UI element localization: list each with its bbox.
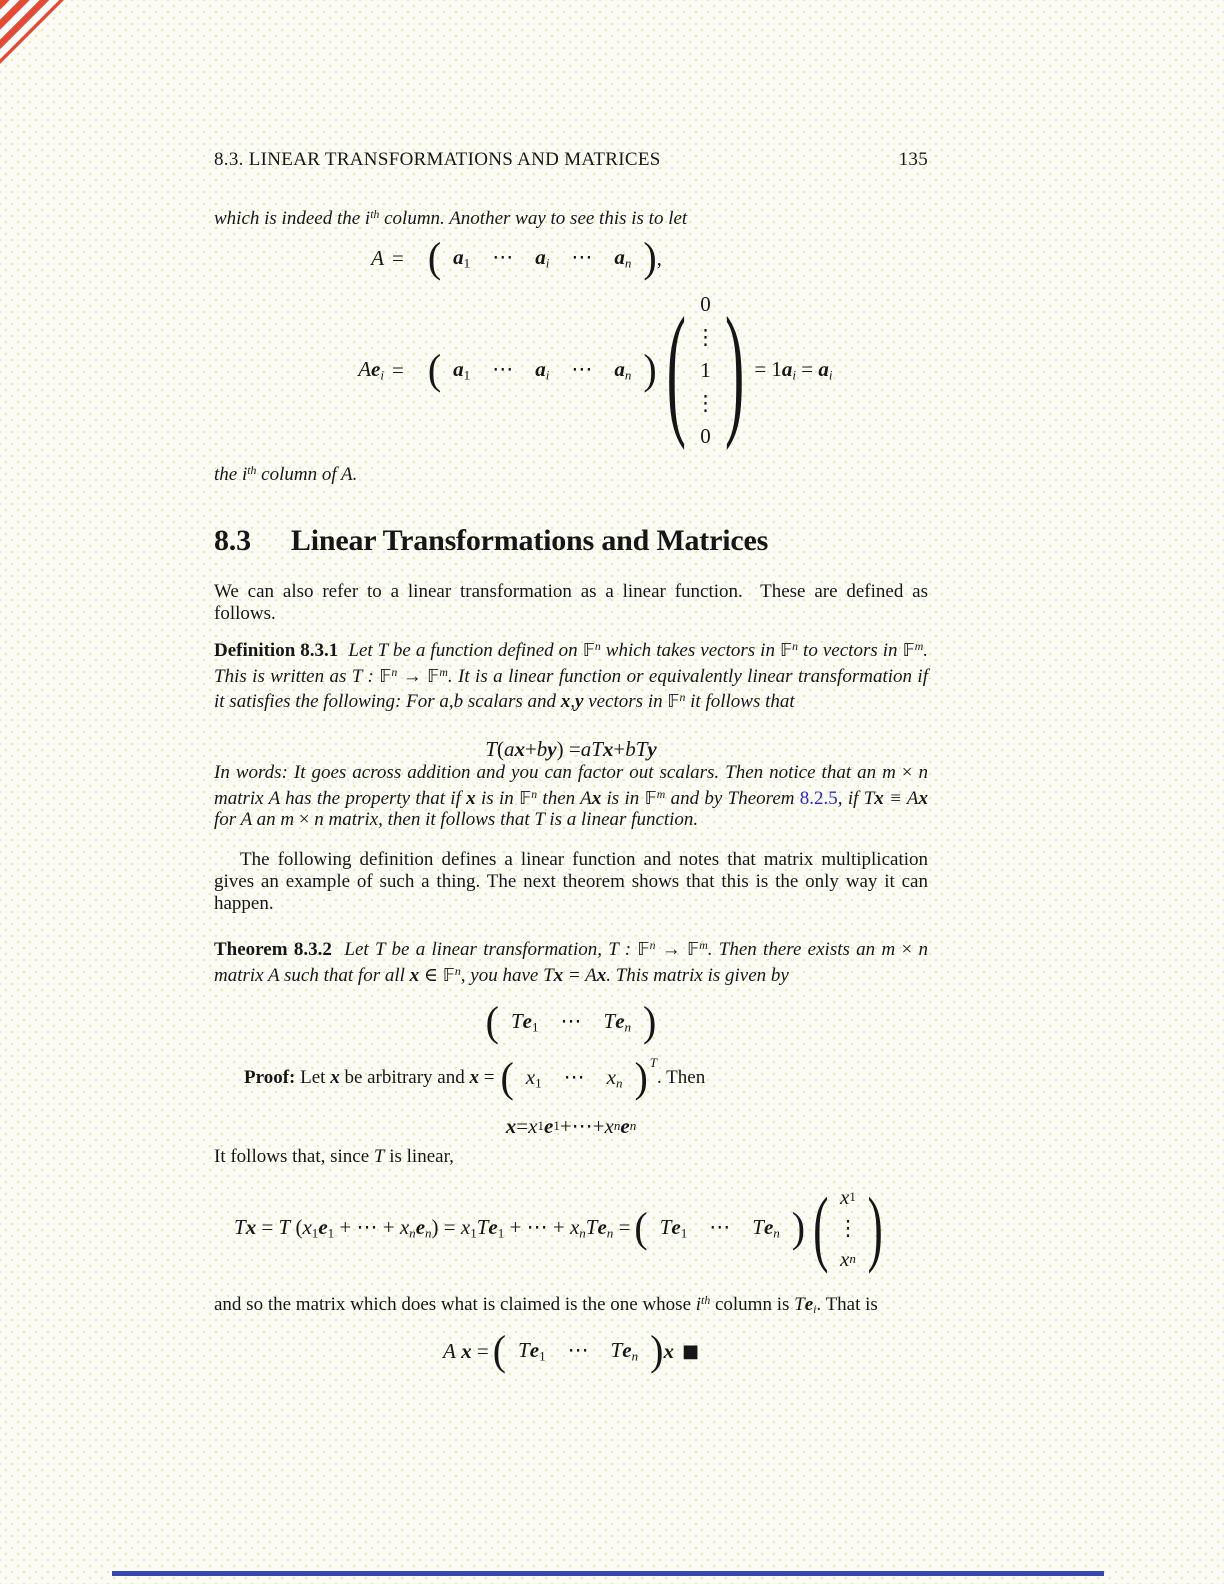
text-segment: T	[752, 1214, 764, 1239]
text-segment: . This is written as T :	[214, 639, 928, 687]
text-segment: x	[514, 736, 525, 761]
text-segment: 1	[680, 1225, 688, 1241]
paragraph-we-can-also	[214, 581, 928, 625]
text-segment: e	[597, 1214, 607, 1239]
text-segment: which is indeed the	[214, 207, 365, 229]
text-segment: n	[624, 255, 632, 271]
theorem-8-3-2	[214, 935, 928, 986]
text-segment: a	[535, 244, 546, 269]
matrix-cell	[840, 1182, 856, 1213]
right-paren: )	[643, 345, 657, 394]
definition-8-3-1	[214, 636, 928, 713]
section-heading	[214, 524, 928, 558]
text-segment: →	[397, 665, 428, 687]
text-segment: for A an m	[214, 809, 299, 831]
text-segment: th	[701, 1294, 711, 1307]
text-segment: n matrix A has the property that if	[214, 762, 929, 809]
text-segment: e	[318, 1214, 328, 1239]
left-paren: (	[634, 1203, 648, 1252]
text-segment: 𝔽	[582, 639, 595, 661]
text-segment: ⋯	[571, 356, 593, 381]
text-segment: x	[596, 964, 607, 986]
text-segment: +	[524, 736, 537, 761]
text-segment: 𝔽	[644, 787, 657, 809]
text-segment: T	[635, 736, 648, 761]
text-segment: n	[792, 640, 799, 653]
text-segment: =	[478, 1067, 495, 1088]
text-segment: a	[781, 356, 793, 381]
text-segment: 1	[470, 1225, 477, 1241]
text-segment: x	[553, 964, 564, 986]
text-segment: T	[278, 1214, 291, 1239]
text-segment: T	[373, 1146, 385, 1167]
text-segment: 𝔽	[687, 938, 700, 960]
left-paren: (	[485, 997, 499, 1046]
text-segment: n	[579, 1225, 586, 1241]
text-segment: =	[516, 1113, 529, 1138]
text-segment: y	[575, 691, 584, 713]
text-segment: n	[391, 665, 398, 679]
text-segment: ⋮	[694, 391, 716, 415]
text-segment: , if T	[837, 787, 875, 809]
matrix-cell	[695, 387, 716, 420]
text-segment: column. Another way to see this is to let	[379, 207, 688, 229]
text-segment: +	[547, 1214, 570, 1239]
text-segment: n	[454, 964, 461, 978]
text-segment: . Then	[657, 1067, 706, 1088]
text-segment: ×	[901, 762, 913, 783]
text-segment: . This matrix is given by	[606, 964, 789, 986]
text-segment: 𝔽	[379, 665, 392, 687]
right-paren: )	[791, 1203, 806, 1252]
text-segment: In words: It goes across addition and you can factor out scalars. Then notice that an m	[214, 762, 902, 783]
equation-x-sum	[214, 1113, 928, 1139]
text-segment: n	[649, 939, 656, 952]
equation-aei	[214, 285, 928, 452]
text-segment: Theorem 8.3.2	[214, 938, 332, 960]
text-segment: m	[439, 665, 448, 679]
text-segment: T	[591, 736, 603, 761]
text-segment: x	[245, 1214, 257, 1239]
matrix-cell	[837, 1213, 858, 1244]
left-paren: (	[492, 1326, 507, 1375]
text-segment: . That is	[816, 1293, 878, 1315]
text-segment: m	[914, 640, 924, 653]
text-segment: 𝔽	[779, 639, 793, 661]
text-segment: y	[647, 736, 657, 761]
text-segment: the	[214, 463, 242, 485]
trailing-comma: ,	[656, 245, 662, 270]
right-paren: )	[724, 285, 745, 452]
text-segment: Let	[295, 1067, 331, 1088]
text-segment: +	[592, 1113, 605, 1138]
text-segment: x	[602, 736, 614, 761]
text-segment: i	[695, 1293, 702, 1315]
text-segment: Let T be a linear transformation, T :	[331, 938, 638, 960]
text-segment: 1	[327, 1225, 335, 1241]
text-segment: n	[773, 1225, 780, 1241]
text-segment: ×	[901, 938, 913, 960]
matrix-cell	[700, 420, 711, 453]
text-segment: ) =	[556, 736, 581, 761]
text-segment: n	[594, 640, 601, 653]
equation-lead	[234, 1215, 630, 1242]
text-segment: ⋯	[526, 1214, 548, 1239]
text-segment: to vectors in	[798, 639, 903, 661]
left-paren: (	[427, 233, 442, 282]
equals-sign: =	[392, 357, 404, 382]
text-segment: ⋯	[709, 1214, 731, 1239]
equation-te-row	[214, 998, 928, 1046]
matrix-entries	[441, 245, 643, 272]
text-segment: ⋯	[492, 356, 514, 381]
text-segment: x	[505, 1113, 517, 1138]
text-segment: is linear,	[384, 1146, 454, 1167]
equation-lhs	[338, 357, 384, 384]
text-segment: e	[622, 1337, 632, 1362]
text-segment: n	[613, 1118, 621, 1133]
text-segment: T	[510, 1008, 523, 1033]
equation-tail	[663, 1339, 674, 1364]
text-segment: i	[828, 367, 833, 383]
text-segment: T	[518, 1337, 530, 1362]
text-segment: x	[606, 1064, 616, 1089]
running-header-text: 8.3. LINEAR TRANSFORMATIONS AND MATRICES	[214, 149, 661, 170]
left-paren: (	[813, 1179, 829, 1275]
text-segment: x	[569, 1214, 580, 1239]
text-segment: The following definition defines a linear function and notes that matrix multiplication gives an example of such a thing. The next theorem shows that this is the only way it can happen.	[214, 849, 928, 914]
text-segment: x	[460, 1214, 471, 1239]
text-segment: i	[545, 255, 550, 271]
text-segment: ) =	[431, 1214, 461, 1239]
text-segment: m	[656, 787, 666, 801]
text-segment: i	[380, 367, 384, 383]
page-number: 135	[898, 149, 928, 170]
left-paren: (	[666, 285, 686, 452]
text-segment: T	[476, 1214, 489, 1239]
paragraph-it-follows	[214, 1146, 928, 1168]
proof-paragraph	[214, 1052, 928, 1104]
left-paren: (	[427, 345, 442, 394]
text-segment: e	[522, 1008, 532, 1033]
text-segment: x	[399, 1214, 410, 1239]
text-segment: e	[488, 1214, 498, 1239]
proof-tail-text	[657, 1067, 705, 1089]
text-segment: is in	[601, 787, 645, 809]
text-segment: 𝔽	[427, 665, 440, 687]
row-matrix	[500, 1053, 648, 1102]
text-segment: 1	[537, 1118, 544, 1133]
column-entries	[828, 1182, 867, 1275]
text-segment: x	[466, 787, 476, 809]
page-header	[214, 149, 928, 171]
text-segment: a	[535, 356, 546, 381]
right-paren: )	[867, 1179, 883, 1275]
text-segment: +	[504, 1214, 527, 1239]
text-segment: i	[364, 207, 371, 229]
text-segment: n	[531, 787, 538, 801]
right-paren: )	[643, 233, 657, 282]
text-segment: =	[256, 1214, 279, 1239]
text-segment: n matrix, then it follows that T is a linear function.	[309, 809, 699, 831]
bottom-rule	[112, 1571, 1104, 1576]
text-segment: be arbitrary and	[339, 1067, 470, 1088]
row-matrix	[492, 1326, 664, 1375]
text-segment: x	[525, 1064, 536, 1089]
text-segment: e	[671, 1214, 681, 1239]
matrix-entries	[506, 1338, 650, 1365]
text-segment: ×	[298, 809, 310, 831]
text-segment: i	[545, 367, 550, 383]
text-segment: Let T be a function defined on	[338, 639, 583, 661]
text-segment: 1	[539, 1348, 546, 1364]
text-segment: ⋯	[571, 1114, 593, 1138]
text-segment: n	[409, 1225, 416, 1241]
intro-paragraph	[214, 204, 928, 230]
matrix-cell	[695, 321, 716, 354]
text-segment: e	[615, 1008, 625, 1033]
text-segment: a	[614, 356, 625, 381]
text-segment: e	[804, 1293, 814, 1315]
text-segment: x	[604, 1113, 614, 1138]
equation-lhs	[338, 246, 384, 271]
text-segment: , you have T	[460, 964, 554, 986]
text-segment: x	[409, 964, 420, 986]
text-segment: +	[559, 1113, 572, 1138]
text-segment: th	[247, 464, 257, 477]
section-title: Linear Transformations and Matrices	[290, 524, 769, 557]
matrix-cell	[700, 288, 711, 321]
text-segment: which takes vectors in	[600, 639, 780, 661]
text-segment: x	[469, 1067, 479, 1088]
text-segment: (	[290, 1214, 303, 1239]
column-of-a-note	[214, 460, 928, 486]
text-segment: 1	[700, 357, 711, 382]
theorem-ref-link[interactable]: 8.2.5	[799, 787, 838, 809]
text-segment: . Then there exists an m	[707, 938, 902, 960]
text-segment: n	[606, 1225, 614, 1241]
text-segment: n	[679, 691, 686, 705]
text-segment: m	[699, 939, 708, 952]
matrix-entries	[441, 357, 643, 384]
text-segment: =	[613, 1214, 631, 1239]
text-segment: ⋯	[567, 1337, 589, 1362]
text-segment: a	[614, 244, 625, 269]
text-segment: x	[330, 1067, 340, 1088]
equation-a-definition	[214, 233, 928, 286]
equation-rhs	[754, 357, 832, 384]
right-paren: )	[634, 1053, 648, 1102]
proof-lead-text	[244, 1067, 494, 1089]
text-segment: x	[840, 1246, 850, 1271]
text-segment: T	[585, 1214, 598, 1239]
text-segment: A	[358, 356, 372, 381]
text-segment: 𝔽	[667, 691, 680, 713]
text-segment: a	[580, 736, 592, 761]
transpose-superscript: T	[649, 1055, 658, 1070]
text-segment: column is	[710, 1293, 795, 1315]
text-segment: vectors in	[583, 691, 668, 713]
text-segment: = 1	[754, 356, 782, 381]
text-segment: 𝔽	[442, 964, 455, 986]
text-segment: T	[794, 1293, 805, 1315]
text-segment: e	[371, 356, 381, 381]
text-segment: e	[763, 1214, 774, 1239]
text-segment: (	[496, 736, 504, 761]
matrix-cell	[840, 1244, 856, 1275]
row-matrix	[427, 233, 657, 282]
text-segment: 𝔽	[519, 787, 532, 809]
text-segment: e	[529, 1337, 540, 1362]
text-segment: =	[471, 1338, 489, 1363]
text-segment: x	[591, 787, 602, 809]
column-vector	[813, 1179, 883, 1275]
text-segment: n	[849, 1251, 856, 1266]
paragraph-and-so	[214, 1290, 928, 1321]
row-matrix	[634, 1203, 806, 1252]
text-segment: ⋯	[563, 1064, 585, 1089]
text-segment: n	[624, 367, 632, 383]
text-segment: +	[377, 1214, 400, 1239]
text-segment: T	[659, 1214, 672, 1239]
text-segment: n	[425, 1225, 432, 1241]
column-entries	[686, 288, 725, 453]
corner-stripes-decoration	[0, 0, 64, 64]
text-segment: n	[624, 1019, 632, 1035]
section-number: 8.3	[214, 524, 251, 557]
text-segment: x	[918, 787, 929, 809]
text-segment: 1	[535, 1075, 542, 1091]
text-segment: A	[371, 245, 384, 270]
text-segment: 1	[531, 1019, 539, 1035]
text-segment: = A	[563, 964, 597, 986]
text-segment: x	[461, 1338, 472, 1363]
text-segment: It follows that, since	[214, 1146, 374, 1167]
text-segment: i	[792, 367, 797, 383]
text-segment: +	[334, 1214, 357, 1239]
left-paren: (	[500, 1053, 514, 1102]
matrix-cell	[700, 354, 711, 387]
text-segment: =	[796, 356, 819, 381]
text-segment: a	[503, 736, 515, 761]
text-segment: it follows that	[685, 691, 795, 713]
text-segment: ⋮	[694, 325, 716, 349]
text-segment: x	[560, 691, 571, 713]
text-segment: ⋯	[571, 244, 593, 269]
text-segment: x	[302, 1214, 312, 1239]
text-segment: T	[234, 1214, 246, 1239]
text-segment: b	[625, 736, 636, 761]
text-segment: T	[485, 736, 497, 761]
text-segment: x	[840, 1184, 850, 1209]
text-segment: e	[620, 1113, 630, 1138]
text-segment: is in	[475, 787, 520, 809]
text-segment: 1	[849, 1189, 856, 1204]
text-segment: . It is a linear function or equivalently linear transformation if it satisfies the following: For a,b scalars and	[214, 665, 928, 713]
matrix-entries	[499, 1009, 643, 1036]
text-segment: x	[874, 787, 884, 809]
text-segment: b	[536, 736, 548, 761]
text-segment: 0	[700, 291, 711, 316]
text-segment: 0	[700, 423, 711, 448]
text-segment: n matrix A such that for all	[214, 938, 928, 986]
text-segment: y	[547, 736, 557, 761]
text-segment: x	[663, 1338, 674, 1363]
equals-sign: =	[392, 245, 404, 270]
text-segment: a	[453, 356, 464, 381]
text-segment: 1	[553, 1118, 560, 1133]
text-segment: n	[615, 1075, 623, 1091]
right-paren: )	[643, 997, 657, 1046]
text-segment: 𝔽	[637, 938, 650, 960]
text-segment: e	[543, 1113, 554, 1138]
text-segment: 1	[463, 367, 471, 383]
text-segment: A	[443, 1338, 456, 1363]
row-matrix	[427, 345, 657, 394]
text-segment: e	[415, 1214, 426, 1239]
paragraph-in-words	[214, 762, 928, 831]
text-segment: and so the matrix which does what is claimed is the one whose	[214, 1293, 696, 1315]
text-segment: i	[241, 463, 248, 485]
text-segment: 1	[311, 1225, 319, 1241]
text-segment: then A	[537, 787, 592, 809]
equation-lead	[443, 1339, 489, 1364]
row-matrix	[485, 997, 657, 1046]
text-segment: Proof:	[244, 1067, 296, 1088]
text-segment: x	[528, 1113, 538, 1138]
text-segment: column of A.	[256, 463, 358, 485]
text-segment: We can also refer to a linear transformation as a linear function. These are defined as follows.	[214, 581, 928, 624]
matrix-entries	[514, 1065, 635, 1092]
text-segment: ⋯	[356, 1214, 378, 1239]
qed-square-icon: ■	[681, 1340, 699, 1362]
text-segment: Definition 8.3.1	[214, 639, 339, 661]
right-paren: )	[650, 1326, 664, 1375]
matrix-entries	[648, 1215, 792, 1242]
text-segment: 1	[463, 255, 471, 271]
text-segment: and by Theorem	[665, 787, 800, 809]
text-segment: T	[603, 1008, 616, 1033]
text-segment: ⋮	[837, 1216, 859, 1240]
text-segment: 𝔽	[902, 639, 915, 661]
text-segment: ⋯	[492, 244, 514, 269]
text-segment: n	[631, 1348, 639, 1364]
text-segment: th	[370, 208, 380, 221]
text-segment: 1	[497, 1225, 505, 1241]
text-segment: i	[813, 1303, 817, 1317]
paragraph-following	[214, 849, 928, 914]
text-segment: ≡ A	[883, 787, 919, 809]
equation-ax-final	[214, 1326, 928, 1376]
text-segment: +	[613, 736, 626, 761]
column-vector	[666, 285, 745, 453]
text-segment: ⋯	[560, 1008, 582, 1033]
text-segment: →	[655, 938, 688, 960]
text-segment: T	[610, 1337, 623, 1362]
equation-tx-expansion	[214, 1180, 928, 1276]
equation-linearity	[214, 734, 928, 764]
text-segment: n	[629, 1118, 637, 1133]
text-segment: ∈	[419, 964, 443, 986]
text-segment: ,	[570, 691, 576, 713]
text-segment: a	[818, 356, 829, 381]
text-segment: a	[453, 244, 464, 269]
